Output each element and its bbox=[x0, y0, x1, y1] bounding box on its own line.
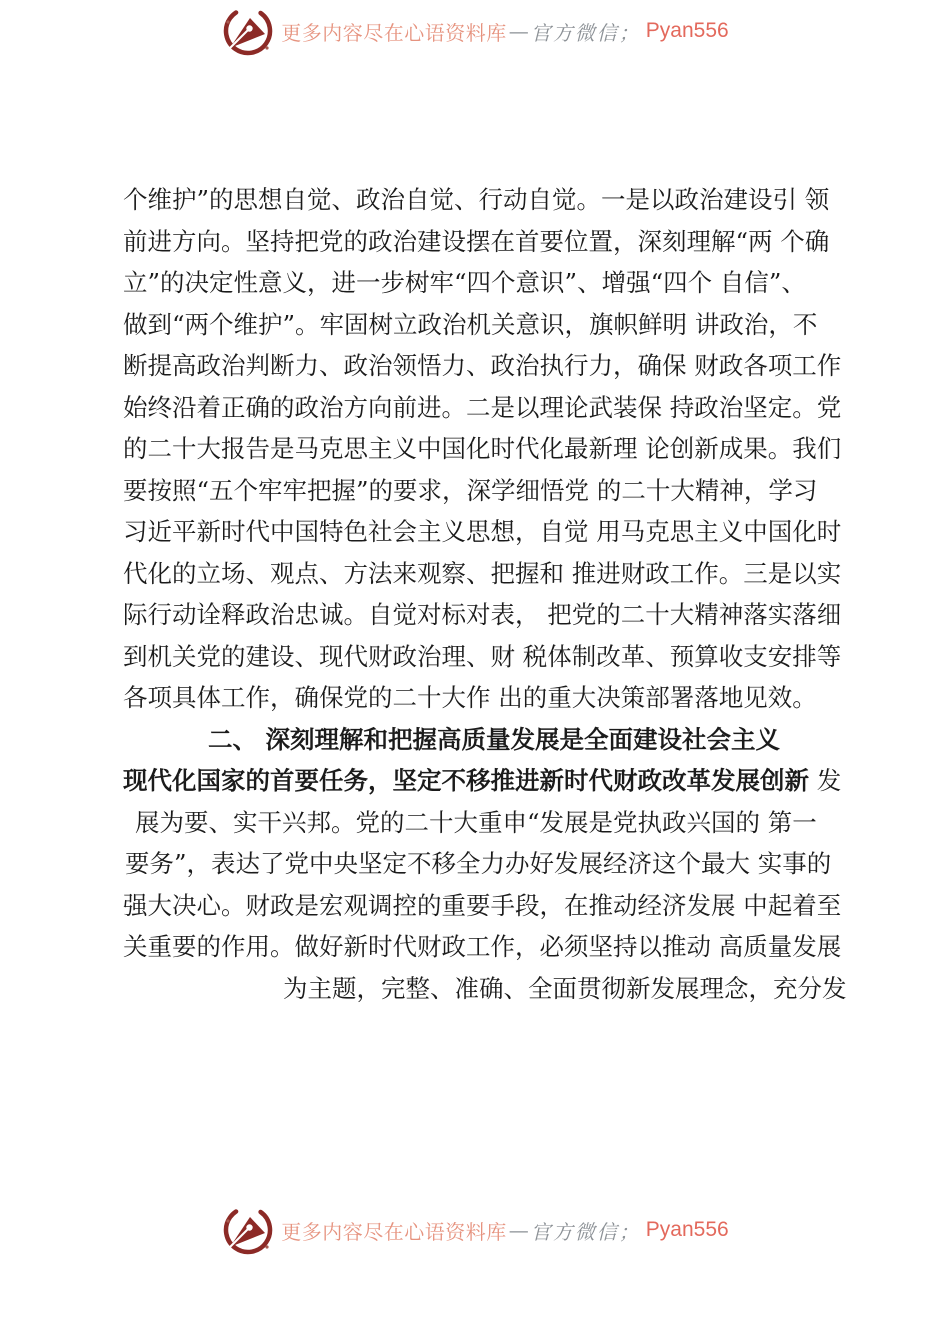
text-segment: 为主题，完整、准确、全面贯彻新发展理念，充分发 bbox=[283, 973, 847, 1003]
text-segment: 展为要、实干兴邦。党的二十大重申“发展是党执政兴国的 第一 bbox=[135, 807, 817, 837]
text-segment: 的二十大报告是马克思主义中国化时代化最新理 论创新成果。我们 bbox=[123, 434, 842, 463]
text-segment: 到机关党的建设、现代财政治理、财 税体制改革、预算收支安排等 bbox=[123, 641, 842, 671]
text-line bbox=[123, 511, 842, 553]
text-line bbox=[123, 428, 842, 470]
text-line bbox=[123, 387, 842, 429]
text-line bbox=[123, 345, 842, 387]
watermark-wechat-id: Pyan556 bbox=[645, 1218, 729, 1241]
text-line bbox=[123, 179, 839, 221]
text-segment: 习近平新时代中国特色社会主义思想，自觉 用马克思主义中国化时 bbox=[123, 517, 842, 546]
text-line bbox=[123, 843, 839, 885]
text-line bbox=[123, 968, 847, 1010]
pen-circle-logo-icon bbox=[221, 5, 275, 57]
text-segment: 要按照“五个牢牢把握”的要求，深学细悟党 的二十大精神，学习 bbox=[123, 475, 818, 505]
text-segment: 个维护”的思想自觉、政治自觉、行动自觉。一是以政治建设引 领 bbox=[123, 185, 830, 214]
text-segment: 强大决心。财政是宏观调控的重要手段，在推动经济发展 中起着至 bbox=[123, 890, 842, 920]
text-segment: 关重要的作用。做好新时代财政工作，必须坚持以推动 高质量发展 bbox=[123, 932, 842, 961]
text-segment: 各项具体工作，确保党的二十大作 出的重大决策部署落地见效。 bbox=[123, 683, 817, 712]
text-line bbox=[123, 677, 839, 719]
watermark-wechat-id: Pyan556 bbox=[645, 19, 729, 42]
text-line bbox=[123, 594, 842, 636]
text-line bbox=[123, 304, 839, 346]
text-line bbox=[123, 926, 842, 968]
watermark-wechat-label: 官方微信； bbox=[530, 20, 641, 45]
footer-watermark bbox=[0, 1204, 950, 1256]
text-line bbox=[123, 885, 842, 927]
text-segment: 要务”，表达了党中央坚定不移全力办好发展经济这个最大 实事的 bbox=[125, 849, 832, 878]
bold-text-segment: 二、 深刻理解和把握高质量发展是全面建设社会主义 bbox=[208, 724, 781, 754]
watermark-wechat-label: 官方微信； bbox=[530, 1219, 641, 1244]
text-line bbox=[123, 262, 839, 304]
text-line bbox=[123, 221, 839, 263]
watermark-brand-text: 更多内容尽在心语资料库 bbox=[281, 20, 507, 45]
watermark-dash: — bbox=[508, 19, 529, 43]
watermark-brand-text: 更多内容尽在心语资料库 bbox=[281, 1219, 507, 1244]
text-line bbox=[123, 553, 842, 595]
text-segment: 际行动诠释政治忠诚。自觉对标对表， 把党的二十大精神落实落细 bbox=[123, 600, 842, 629]
text-segment: 代化的立场、观点、方法来观察、把握和 推进财政工作。三是以实 bbox=[123, 558, 842, 588]
watermark-dash: — bbox=[508, 1218, 529, 1242]
text-segment: 断提高政治判断力、政治领悟力、政治执行力，确保 财政各项工作 bbox=[123, 351, 842, 380]
text-line bbox=[123, 636, 842, 678]
text-segment: 始终沿着正确的政治方向前进。二是以理论武装保 持政治坚定。党 bbox=[123, 392, 842, 422]
pen-circle-logo-icon bbox=[221, 1204, 275, 1256]
text-line bbox=[123, 760, 842, 802]
text-line bbox=[123, 719, 839, 761]
text-line bbox=[123, 470, 839, 512]
document-text bbox=[123, 179, 847, 1009]
bold-text-segment: 现代化国家的首要任务，坚定不移推进新时代财政改革发展创新 bbox=[123, 766, 809, 795]
header-watermark bbox=[0, 5, 950, 57]
text-segment: 做到“两个维护”。牢固树立政治机关意识，旗帜鲜明 讲政治，不 bbox=[123, 309, 818, 339]
text-segment: 前进方向。坚持把党的政治建设摆在首要位置，深刻理解“两 个确 bbox=[123, 226, 830, 256]
text-segment: 立”的决定性意义，进一步树牢“四个意识”、增强“四个 自信”、 bbox=[123, 268, 806, 297]
text-segment: 发 bbox=[809, 766, 842, 795]
text-line bbox=[123, 802, 839, 844]
